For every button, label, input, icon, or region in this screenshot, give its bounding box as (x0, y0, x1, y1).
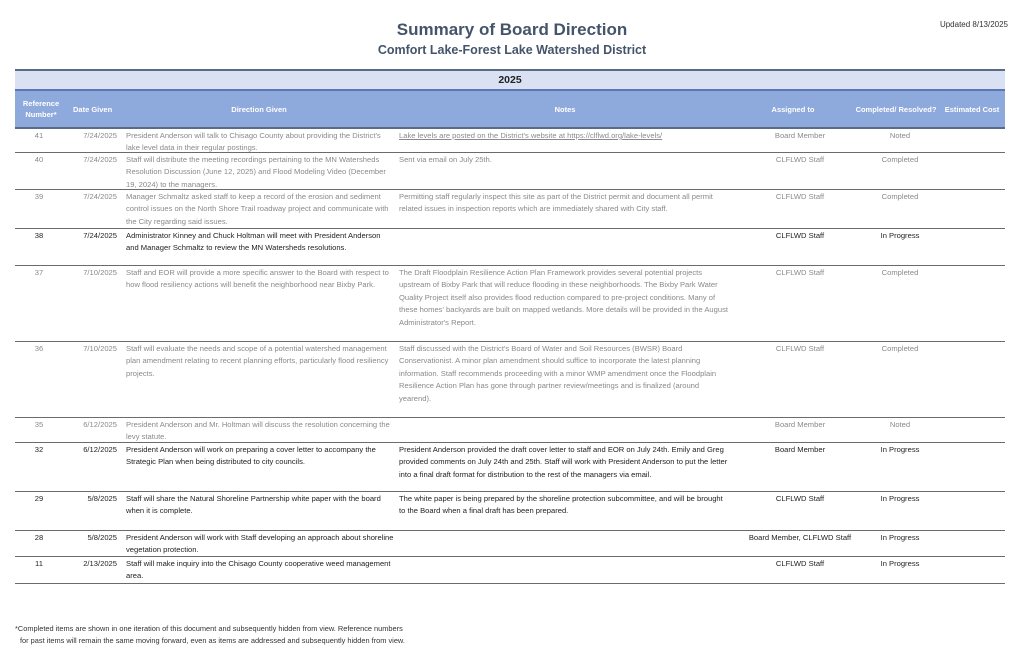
direction-cell: Staff will evaluate the needs and scope of a potential watershed management plan amendment relating to recent planning efforts, particularly flood resiliency projects. (126, 344, 389, 378)
ref-cell: 38 (34, 231, 44, 240)
table-row (15, 418, 1005, 443)
cost-cell (939, 229, 1005, 265)
ref-cell: 40 (34, 155, 44, 164)
date-cell: 5/8/2025 (87, 494, 117, 503)
col-header-assigned: Assigned to (771, 104, 815, 114)
direction-cell: President Anderson will talk to Chisago County about providing the District's lake level data in their regular postings. (126, 131, 381, 153)
table-row (15, 443, 1005, 492)
cost-cell (939, 531, 1005, 556)
completed-cell: Noted (889, 420, 911, 429)
assigned-cell: CLFLWD Staff (775, 192, 825, 201)
assigned-cell: CLFLWD Staff (775, 231, 825, 240)
direction-cell: President Anderson and Mr. Holtman will discuss the resolution concerning the levy statute. (126, 420, 390, 442)
assigned-cell: Board Member (774, 420, 826, 429)
assigned-cell: CLFLWD Staff (775, 268, 825, 277)
notes-cell (397, 229, 733, 265)
ref-cell: 36 (34, 344, 44, 353)
completed-cell: Noted (889, 131, 911, 140)
cost-cell (939, 443, 1005, 491)
cost-cell (939, 342, 1005, 417)
table-row (15, 557, 1005, 584)
col-header-ref: Reference Number* (22, 99, 60, 119)
table-row (15, 129, 1005, 153)
ref-cell: 37 (34, 268, 44, 277)
cost-cell (939, 557, 1005, 583)
direction-cell: Staff will share the Natural Shoreline Partnership white paper with the board when it is complete. (126, 494, 381, 516)
completed-cell: In Progress (880, 494, 920, 503)
cost-cell (939, 153, 1005, 189)
date-cell: 7/24/2025 (83, 155, 117, 164)
updated-date: Updated 8/13/2025 (939, 20, 1008, 29)
notes-cell: Permitting staff regularly inspect this site as part of the District permit and document all permit related issues in inspection reports which are immediately shared with City staff. (399, 192, 713, 214)
cost-cell (939, 129, 1005, 152)
year-bar: 2025 (15, 69, 1005, 89)
page-subtitle: Comfort Lake-Forest Lake Watershed District (377, 43, 647, 57)
date-cell: 5/8/2025 (87, 533, 117, 542)
ref-cell: 11 (35, 559, 43, 568)
completed-cell: Completed (881, 344, 919, 353)
direction-cell: President Anderson will work on preparing a cover letter to accompany the Strategic Plan when being distributed to city councils. (126, 445, 376, 467)
table-row (15, 229, 1005, 266)
direction-cell: President Anderson will work with Staff developing an approach about shoreline vegetation protection. (126, 533, 394, 555)
footnote-line-1: *Completed items are shown in one iteration of this document and subsequently hidden from view. Reference numbers (15, 624, 403, 633)
table-row (15, 190, 1005, 229)
notes-cell: The Draft Floodplain Resilience Action Plan Framework provides several potential projects upstream of Bixby Park that will reduce flooding in these neighborhoods. The Bixby Park Water Quality Project itself also provides flood reduction compared to pre-project conditions. Many of these homes' backyards are built on mapped wetlands. More details will be provided in the August Administrator's Report. (399, 268, 729, 327)
table-row (15, 531, 1005, 557)
completed-cell: In Progress (880, 231, 920, 240)
cost-cell (939, 266, 1005, 341)
footnote-line-2: for past items will remain the same moving forward, even as items are addressed and subsequently hidden from view. (20, 636, 405, 645)
completed-cell: Completed (881, 268, 919, 277)
date-cell: 6/12/2025 (83, 420, 117, 429)
notes-cell: The white paper is being prepared by the shoreline protection subcommittee, and will be brought to the Board when a final draft has been prepared. (399, 494, 723, 516)
date-cell: 7/10/2025 (83, 344, 117, 353)
ref-cell: 39 (34, 192, 44, 201)
direction-cell: Administrator Kinney and Chuck Holtman will meet with President Anderson and Manager Schmaltz to review the MN Watersheds resolutions. (126, 231, 381, 253)
assigned-cell: CLFLWD Staff (775, 494, 825, 503)
assigned-cell: CLFLWD Staff (775, 155, 825, 164)
direction-cell: Staff will distribute the meeting recordings pertaining to the MN Watersheds Resolution Discussion (June 12, 2025) and Flood Modeling Video (December 19, 2024) to the managers. (126, 155, 386, 189)
direction-cell: Staff and EOR will provide a more specific answer to the Board with respect to how flood resiliency actions will benefit the neighborhood near Bixby Park. (126, 268, 389, 290)
board-direction-table (15, 69, 1005, 584)
assigned-cell: CLFLWD Staff (775, 344, 825, 353)
assigned-cell: Board Member (774, 131, 826, 140)
completed-cell: Completed (881, 192, 919, 201)
assigned-cell: CLFLWD Staff (775, 559, 825, 568)
col-header-completed: Completed/ Resolved? (855, 104, 937, 114)
completed-cell: In Progress (880, 533, 920, 542)
table-header (15, 89, 1005, 129)
notes-link[interactable]: Lake levels are posted on the District's website at https://clflwd.org/lake-levels/ (399, 131, 663, 140)
ref-cell: 32 (34, 445, 44, 454)
table-body (15, 129, 1005, 584)
notes-cell (397, 418, 733, 442)
col-header-notes: Notes (554, 104, 576, 114)
assigned-cell: Board Member, CLFLWD Staff (748, 533, 852, 542)
col-header-direction: Direction Given (231, 104, 287, 114)
direction-cell: Staff will make inquiry into the Chisago County cooperative weed management area. (126, 559, 391, 581)
date-cell: 7/24/2025 (83, 192, 117, 201)
col-header-date: Date Given (73, 104, 113, 114)
completed-cell: In Progress (880, 559, 920, 568)
ref-cell: 28 (34, 533, 44, 542)
ref-cell: 29 (34, 494, 44, 503)
cost-cell (939, 190, 1005, 228)
date-cell: 2/13/2025 (83, 559, 117, 568)
table-row (15, 492, 1005, 531)
ref-cell: 35 (34, 420, 44, 429)
col-header-cost: Estimated Cost (944, 104, 1000, 114)
cost-cell (939, 418, 1005, 442)
notes-cell: Staff discussed with the District's Board of Water and Soil Resources (BWSR) Board Conservationist. A minor plan amendment should suffice to incorporate the latest planning information. Staff recommends proceeding with a minor WMP amendment once the Floodplain Resilience Action Plan has gone through partner review/meetings and is finalized (around yearend). (399, 344, 717, 403)
date-cell: 6/12/2025 (83, 445, 117, 454)
table-row (15, 266, 1005, 342)
notes-cell (397, 531, 733, 556)
date-cell: 7/10/2025 (83, 268, 117, 277)
notes-cell: President Anderson provided the draft cover letter to staff and EOR on July 24th. Emily and Greg provided comments on July 24th and 25th. Staff will work with President Anderson to put the letter into a final draft format for distribution to the rest of the managers via email. (399, 445, 728, 479)
completed-cell: Completed (881, 155, 919, 164)
ref-cell: 41 (34, 131, 44, 140)
footnote (15, 623, 405, 647)
notes-cell (397, 557, 733, 583)
date-cell: 7/24/2025 (83, 231, 117, 240)
table-row (15, 153, 1005, 190)
assigned-cell: Board Member (774, 445, 826, 454)
direction-cell: Manager Schmaltz asked staff to keep a record of the erosion and sediment control issues on the North Shore Trail roadway project and communicate with the City regarding said issues. (126, 192, 389, 226)
completed-cell: In Progress (880, 445, 920, 454)
page-title: Summary of Board Direction (396, 20, 628, 39)
notes-cell: Sent via email on July 25th. (399, 155, 492, 164)
cost-cell (939, 492, 1005, 530)
date-cell: 7/24/2025 (83, 131, 117, 140)
table-row (15, 342, 1005, 418)
